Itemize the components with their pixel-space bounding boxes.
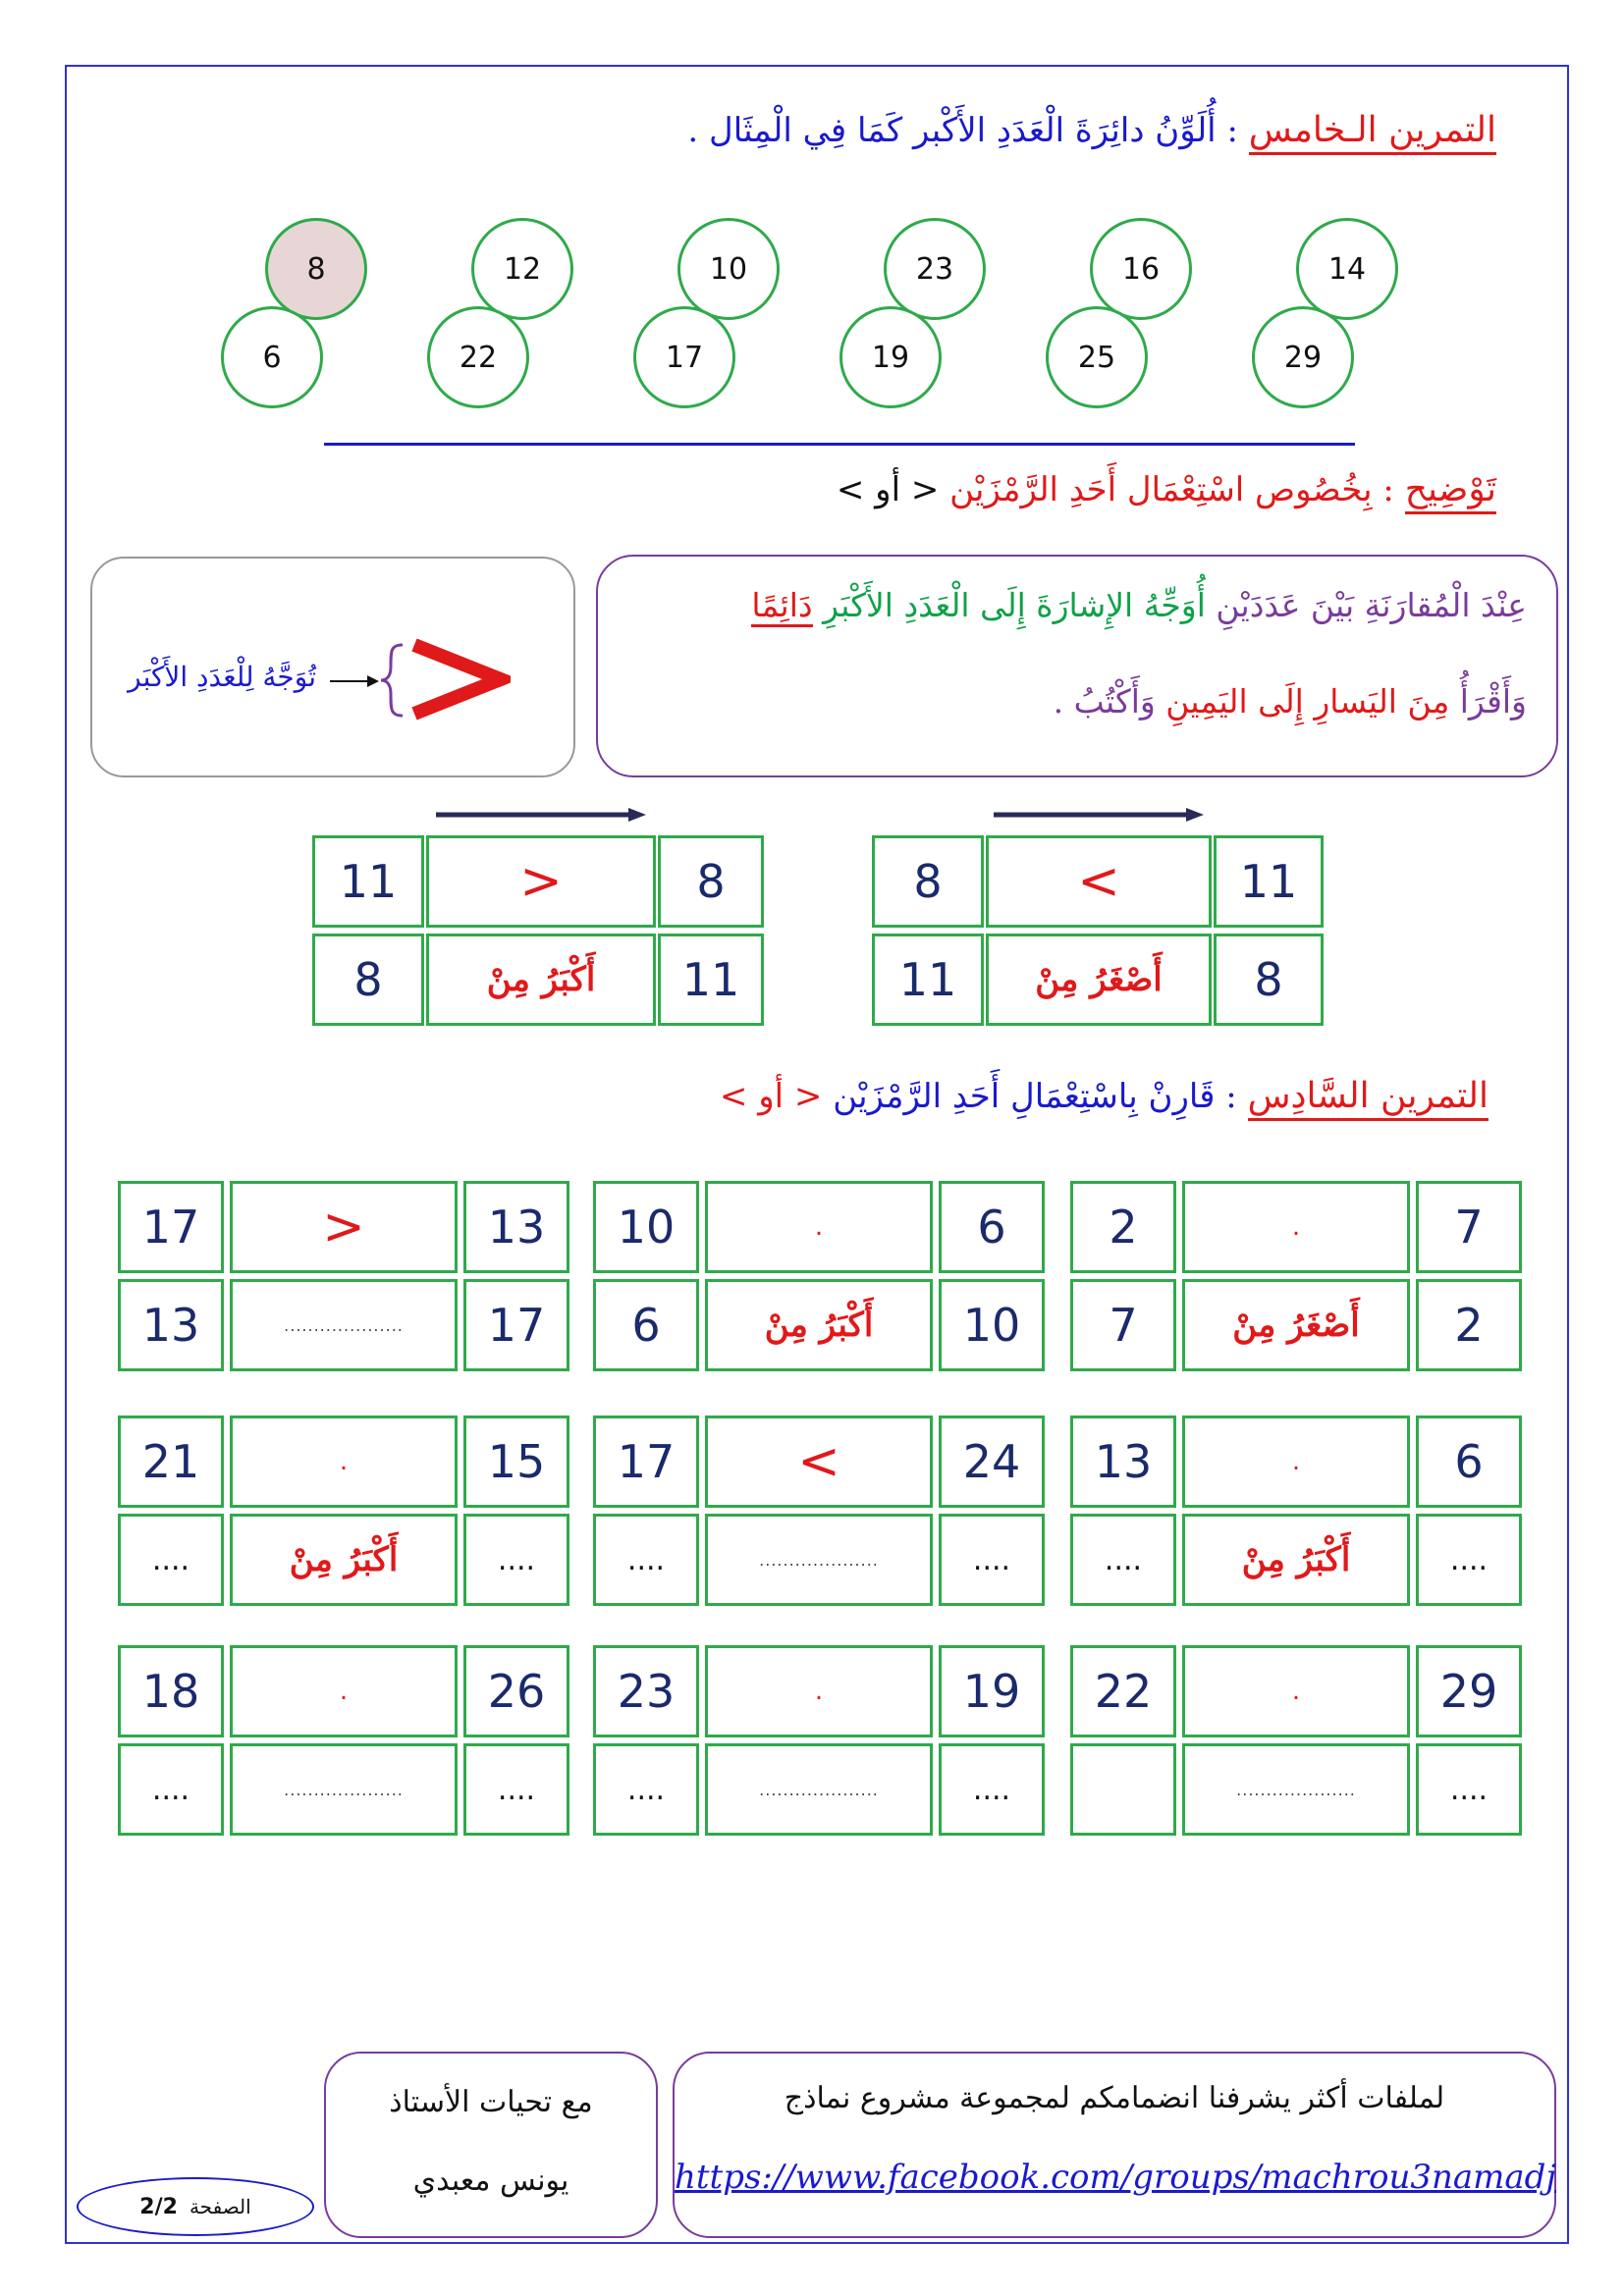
cell-value: 17	[617, 1435, 676, 1488]
example-cell-right-bottom-word	[986, 934, 1212, 1026]
rule-line1-c: دَائِمًا	[751, 586, 812, 627]
cell-value: .	[339, 1677, 349, 1706]
grid-cell-r2-b2-r2-c1[interactable]	[939, 1514, 1045, 1606]
circle-top-4[interactable]: 10	[677, 218, 780, 320]
ex5-instruction: أُلَوِّنُ دائِرَةَ الْعَدَدِ الأَكْبر كَمَا فِي الْمِثَال .	[687, 111, 1217, 150]
example-cell-left-top-a	[658, 835, 764, 928]
cell-value: أَكْبَرُ مِنْ	[1241, 1540, 1351, 1579]
grid-cell-r3-b3-r2-c2	[230, 1743, 458, 1836]
section-divider	[324, 443, 1355, 446]
direction-arrow-right-icon	[992, 805, 1208, 825]
example-cell-right-bottom-a	[1214, 934, 1324, 1026]
cell-value: ....................	[1236, 1780, 1356, 1799]
cell-value: ....................	[284, 1315, 404, 1335]
grid-cell-r3-b3-r1-c1	[463, 1645, 569, 1737]
grid-cell-r2-b1-r2-c3[interactable]	[1070, 1514, 1176, 1606]
circle-bottom-2[interactable]: 25	[1046, 306, 1148, 408]
cell-value: 10	[962, 1299, 1021, 1352]
grid-cell-r1-b3-r1-c2	[230, 1181, 458, 1273]
example-cell-left-bottom-word	[426, 934, 656, 1026]
cell-number: 11	[1239, 855, 1298, 908]
grid-cell-r1-b3-r1-c1	[463, 1181, 569, 1273]
ex6-title: التمرين السَّادِس	[1248, 1076, 1489, 1121]
cell-value: 18	[141, 1665, 200, 1718]
grid-cell-r2-b3-r2-c1[interactable]	[463, 1514, 569, 1606]
cell-word: أَكْبَرُ مِنْ	[486, 960, 596, 999]
circle-bottom-5[interactable]: 22	[427, 306, 529, 408]
cell-value: 26	[487, 1665, 546, 1718]
cell-value: <	[797, 1432, 840, 1491]
cell-value: 10	[617, 1201, 676, 1254]
cell-value: ....	[972, 1542, 1011, 1577]
footer-link[interactable]: https://www.facebook.com/groups/machrou3namadj	[675, 2158, 1556, 2197]
grid-cell-r3-b1-r1-c3	[1070, 1645, 1176, 1737]
footer-join-box	[673, 2052, 1556, 2238]
grid-cell-r2-b2-r1-c1	[939, 1415, 1045, 1508]
cell-value: 22	[1094, 1665, 1153, 1718]
cell-value: .	[814, 1212, 824, 1242]
grid-cell-r3-b1-r2-c2	[1182, 1743, 1410, 1836]
page-label: الصفحة	[189, 2195, 251, 2218]
grid-cell-r3-b2-r2-c2	[705, 1743, 933, 1836]
cell-value: 6	[1454, 1435, 1484, 1488]
grid-cell-r2-b3-r2-c3[interactable]	[118, 1514, 224, 1606]
cell-value: ....................	[759, 1780, 879, 1799]
grid-cell-r1-b3-r2-c2	[230, 1279, 458, 1371]
grid-cell-r3-b1-r1-c1	[1416, 1645, 1522, 1737]
cell-value: >	[322, 1198, 365, 1256]
grid-cell-r2-b1-r1-c2	[1182, 1415, 1410, 1508]
ex5-heading	[687, 110, 1496, 150]
hint-text: تُوَجَّهُ لِلْعَدَدِ الأَكْبَر	[128, 661, 316, 693]
cell-word: أَصْغَرُ مِنْ	[1035, 960, 1163, 999]
explanation-text: بِخُصُوص اسْتِعْمَال أَحَدِ الرَّمْزَيْن	[949, 470, 1373, 509]
circle-bottom-4[interactable]: 17	[633, 306, 735, 408]
ex6-symbols: < أو >	[719, 1077, 834, 1116]
grid-cell-r1-b1-r1-c2	[1182, 1181, 1410, 1273]
cell-value: ....	[151, 1542, 190, 1577]
cell-value: ....	[626, 1772, 666, 1807]
explanation-colon: :	[1372, 470, 1405, 509]
cell-value: ....	[972, 1772, 1011, 1807]
cell-value: أَكْبَرُ مِنْ	[764, 1306, 874, 1345]
rule-line2-b: مِنَ اليَسارِ إِلَى اليَمِينِ	[1165, 682, 1450, 721]
grid-cell-r3-b2-r1-c1	[939, 1645, 1045, 1737]
grid-cell-r1-b1-r1-c1	[1416, 1181, 1522, 1273]
circle-top-2[interactable]: 16	[1090, 218, 1192, 320]
cell-value: ....	[1449, 1772, 1489, 1807]
grid-cell-r2-b2-r2-c3[interactable]	[593, 1514, 699, 1606]
grid-cell-r1-b1-r1-c3	[1070, 1181, 1176, 1273]
cell-value: 7	[1454, 1201, 1484, 1254]
cell-value: .	[1291, 1212, 1301, 1242]
cell-value: ....	[151, 1772, 190, 1807]
hint-box	[90, 557, 575, 777]
circle-bottom-1[interactable]: 29	[1252, 306, 1354, 408]
cell-value: 2	[1454, 1299, 1484, 1352]
grid-cell-r2-b1-r2-c1[interactable]	[1416, 1514, 1522, 1606]
cell-value: 7	[1109, 1299, 1138, 1352]
grid-cell-r1-b1-r2-c1	[1416, 1279, 1522, 1371]
direction-arrow-right-icon-2	[434, 805, 650, 825]
footer-greeting-box	[324, 2052, 658, 2238]
grid-cell-r2-b3-r1-c2	[230, 1415, 458, 1508]
grid-cell-r3-b2-r2-c1[interactable]	[939, 1743, 1045, 1836]
cell-number: 8	[1254, 953, 1283, 1006]
page-number: 2/2	[139, 2194, 178, 2219]
grid-cell-r2-b3-r1-c3	[118, 1415, 224, 1508]
grid-cell-r2-b2-r1-c3	[593, 1415, 699, 1508]
arrow-left-icon	[328, 674, 381, 688]
cell-value: ....................	[759, 1550, 879, 1570]
cell-number: 11	[339, 855, 398, 908]
greater-than-symbol-icon	[406, 635, 511, 723]
cell-value: أَكْبَرُ مِنْ	[289, 1540, 399, 1579]
cell-value: .	[1291, 1677, 1301, 1706]
example-cell-left-top-b	[312, 835, 424, 928]
example-table-left	[312, 835, 764, 1028]
grid-cell-r3-b2-r2-c3[interactable]	[593, 1743, 699, 1836]
grid-cell-r3-b2-r1-c2	[705, 1645, 933, 1737]
circle-bottom-3[interactable]: 19	[839, 306, 942, 408]
cell-value: ....	[626, 1542, 666, 1577]
rule-line-2	[1054, 682, 1527, 721]
page-number-badge	[77, 2177, 314, 2236]
grid-cell-r3-b1-r1-c2	[1182, 1645, 1410, 1737]
cell-value: ....	[497, 1772, 536, 1807]
cell-value: .	[814, 1677, 824, 1706]
cell-value: .	[1291, 1447, 1301, 1476]
rule-line1-b: أُوَجِّهُ الإِشارَةَ إِلَى الْعَدَدِ الأَكْبَرِ	[812, 586, 1206, 624]
ex5-title: التمرين الـخامس	[1249, 110, 1496, 155]
grid-cell-r2-b1-r2-c2	[1182, 1514, 1410, 1606]
cell-number: 8	[353, 953, 383, 1006]
cell-value: 24	[962, 1435, 1021, 1488]
cell-value: 19	[962, 1665, 1021, 1718]
rule-line1-a: عِنْدَ الْمُقارَنَةِ بَيْنَ عَدَدَيْنِ	[1205, 586, 1527, 624]
grid-cell-r1-b3-r2-c3	[118, 1279, 224, 1371]
grid-cell-r2-b1-r1-c1	[1416, 1415, 1522, 1508]
circle-bottom-6[interactable]: 6	[221, 306, 323, 408]
rule-box	[596, 555, 1558, 777]
explanation-symbols: < أو >	[836, 470, 950, 509]
cell-value: .	[339, 1447, 349, 1476]
explanation-heading	[837, 469, 1496, 509]
grid-cell-r3-b3-r2-c1[interactable]	[463, 1743, 569, 1836]
rule-line-1	[751, 586, 1527, 624]
cell-symbol: >	[519, 852, 563, 911]
cell-number: 11	[898, 953, 957, 1006]
example-cell-left-bottom-b	[312, 934, 424, 1026]
grid-cell-r3-b3-r2-c3[interactable]	[118, 1743, 224, 1836]
grid-cell-r1-b1-r2-c2	[1182, 1279, 1410, 1371]
circle-top-1[interactable]: 14	[1296, 218, 1398, 320]
grid-cell-r1-b2-r2-c1	[939, 1279, 1045, 1371]
rule-line2-c: وَأَكْتُبُ .	[1053, 682, 1166, 721]
cell-value: 29	[1439, 1665, 1498, 1718]
grid-cell-r1-b2-r2-c2	[705, 1279, 933, 1371]
grid-cell-r3-b3-r1-c3	[118, 1645, 224, 1737]
cell-value: ....	[1449, 1542, 1489, 1577]
cell-value: أَصْغَرُ مِنْ	[1232, 1306, 1360, 1345]
grid-cell-r3-b1-r2-c1[interactable]	[1416, 1743, 1522, 1836]
grid-cell-r2-b3-r2-c2	[230, 1514, 458, 1606]
grid-cell-r2-b1-r1-c3	[1070, 1415, 1176, 1508]
cell-value: ....	[497, 1542, 536, 1577]
curly-brace-icon	[377, 641, 406, 720]
example-cell-left-top-symbol	[426, 835, 656, 928]
cell-value: 13	[1094, 1435, 1153, 1488]
example-table-right	[872, 835, 1324, 1028]
example-cell-right-bottom-b	[872, 934, 984, 1026]
circle-top-5[interactable]: 12	[471, 218, 573, 320]
cell-number: 8	[696, 855, 726, 908]
cell-value: 17	[487, 1299, 546, 1352]
rule-line2-a: وَأَقْرَأُ	[1449, 682, 1527, 721]
cell-value: 23	[617, 1665, 676, 1718]
grid-cell-r3-b3-r1-c2	[230, 1645, 458, 1737]
cell-symbol: <	[1077, 852, 1120, 911]
grid-cell-r1-b2-r1-c3	[593, 1181, 699, 1273]
example-cell-right-top-symbol	[986, 835, 1212, 928]
grid-cell-r2-b3-r1-c1	[463, 1415, 569, 1508]
grid-cell-r2-b2-r1-c2	[705, 1415, 933, 1508]
grid-cell-r1-b2-r1-c1	[939, 1181, 1045, 1273]
ex6-instruction: قَارِنْ بِاسْتِعْمَالِ أَحَدِ الرَّمْزَيْن	[833, 1077, 1216, 1116]
cell-value: ....	[1104, 1542, 1143, 1577]
grid-cell-r3-b2-r1-c3	[593, 1645, 699, 1737]
grid-cell-r1-b3-r2-c1	[463, 1279, 569, 1371]
grid-cell-r1-b3-r1-c3	[118, 1181, 224, 1273]
ex6-heading	[720, 1076, 1489, 1116]
cell-value: 13	[487, 1201, 546, 1254]
grid-cell-r3-b1-r2-c3[interactable]	[1070, 1743, 1176, 1836]
example-cell-right-top-a	[1214, 835, 1324, 928]
cell-number: 8	[913, 855, 943, 908]
ex6-colon: :	[1215, 1077, 1248, 1116]
example-cell-left-bottom-a	[658, 934, 764, 1026]
cell-value: 13	[141, 1299, 200, 1352]
circle-top-6-colored[interactable]: 8	[265, 218, 367, 320]
ex5-colon: :	[1216, 111, 1249, 150]
grid-cell-r2-b2-r2-c2	[705, 1514, 933, 1606]
grid-cell-r1-b2-r2-c3	[593, 1279, 699, 1371]
grid-cell-r1-b2-r1-c2	[705, 1181, 933, 1273]
cell-value: 2	[1109, 1201, 1138, 1254]
explanation-title: تَوْضِيح	[1405, 469, 1496, 514]
footer-join-text: لملفات أكثر يشرفنا انضمامكم لمجموعة مشروع نماذج	[784, 2081, 1445, 2115]
example-cell-right-top-b	[872, 835, 984, 928]
footer-greeting-2: يونس معبدي	[412, 2163, 569, 2198]
cell-number: 11	[681, 953, 740, 1006]
cell-value: 17	[141, 1201, 200, 1254]
footer-greeting-1: مع تحيات الأستاذ	[389, 2085, 593, 2119]
cell-value: 6	[631, 1299, 661, 1352]
cell-value: 15	[487, 1435, 546, 1488]
cell-value: 6	[977, 1201, 1006, 1254]
cell-value: ....................	[284, 1780, 404, 1799]
cell-value: 21	[141, 1435, 200, 1488]
grid-cell-r1-b1-r2-c3	[1070, 1279, 1176, 1371]
circle-top-3[interactable]: 23	[884, 218, 986, 320]
